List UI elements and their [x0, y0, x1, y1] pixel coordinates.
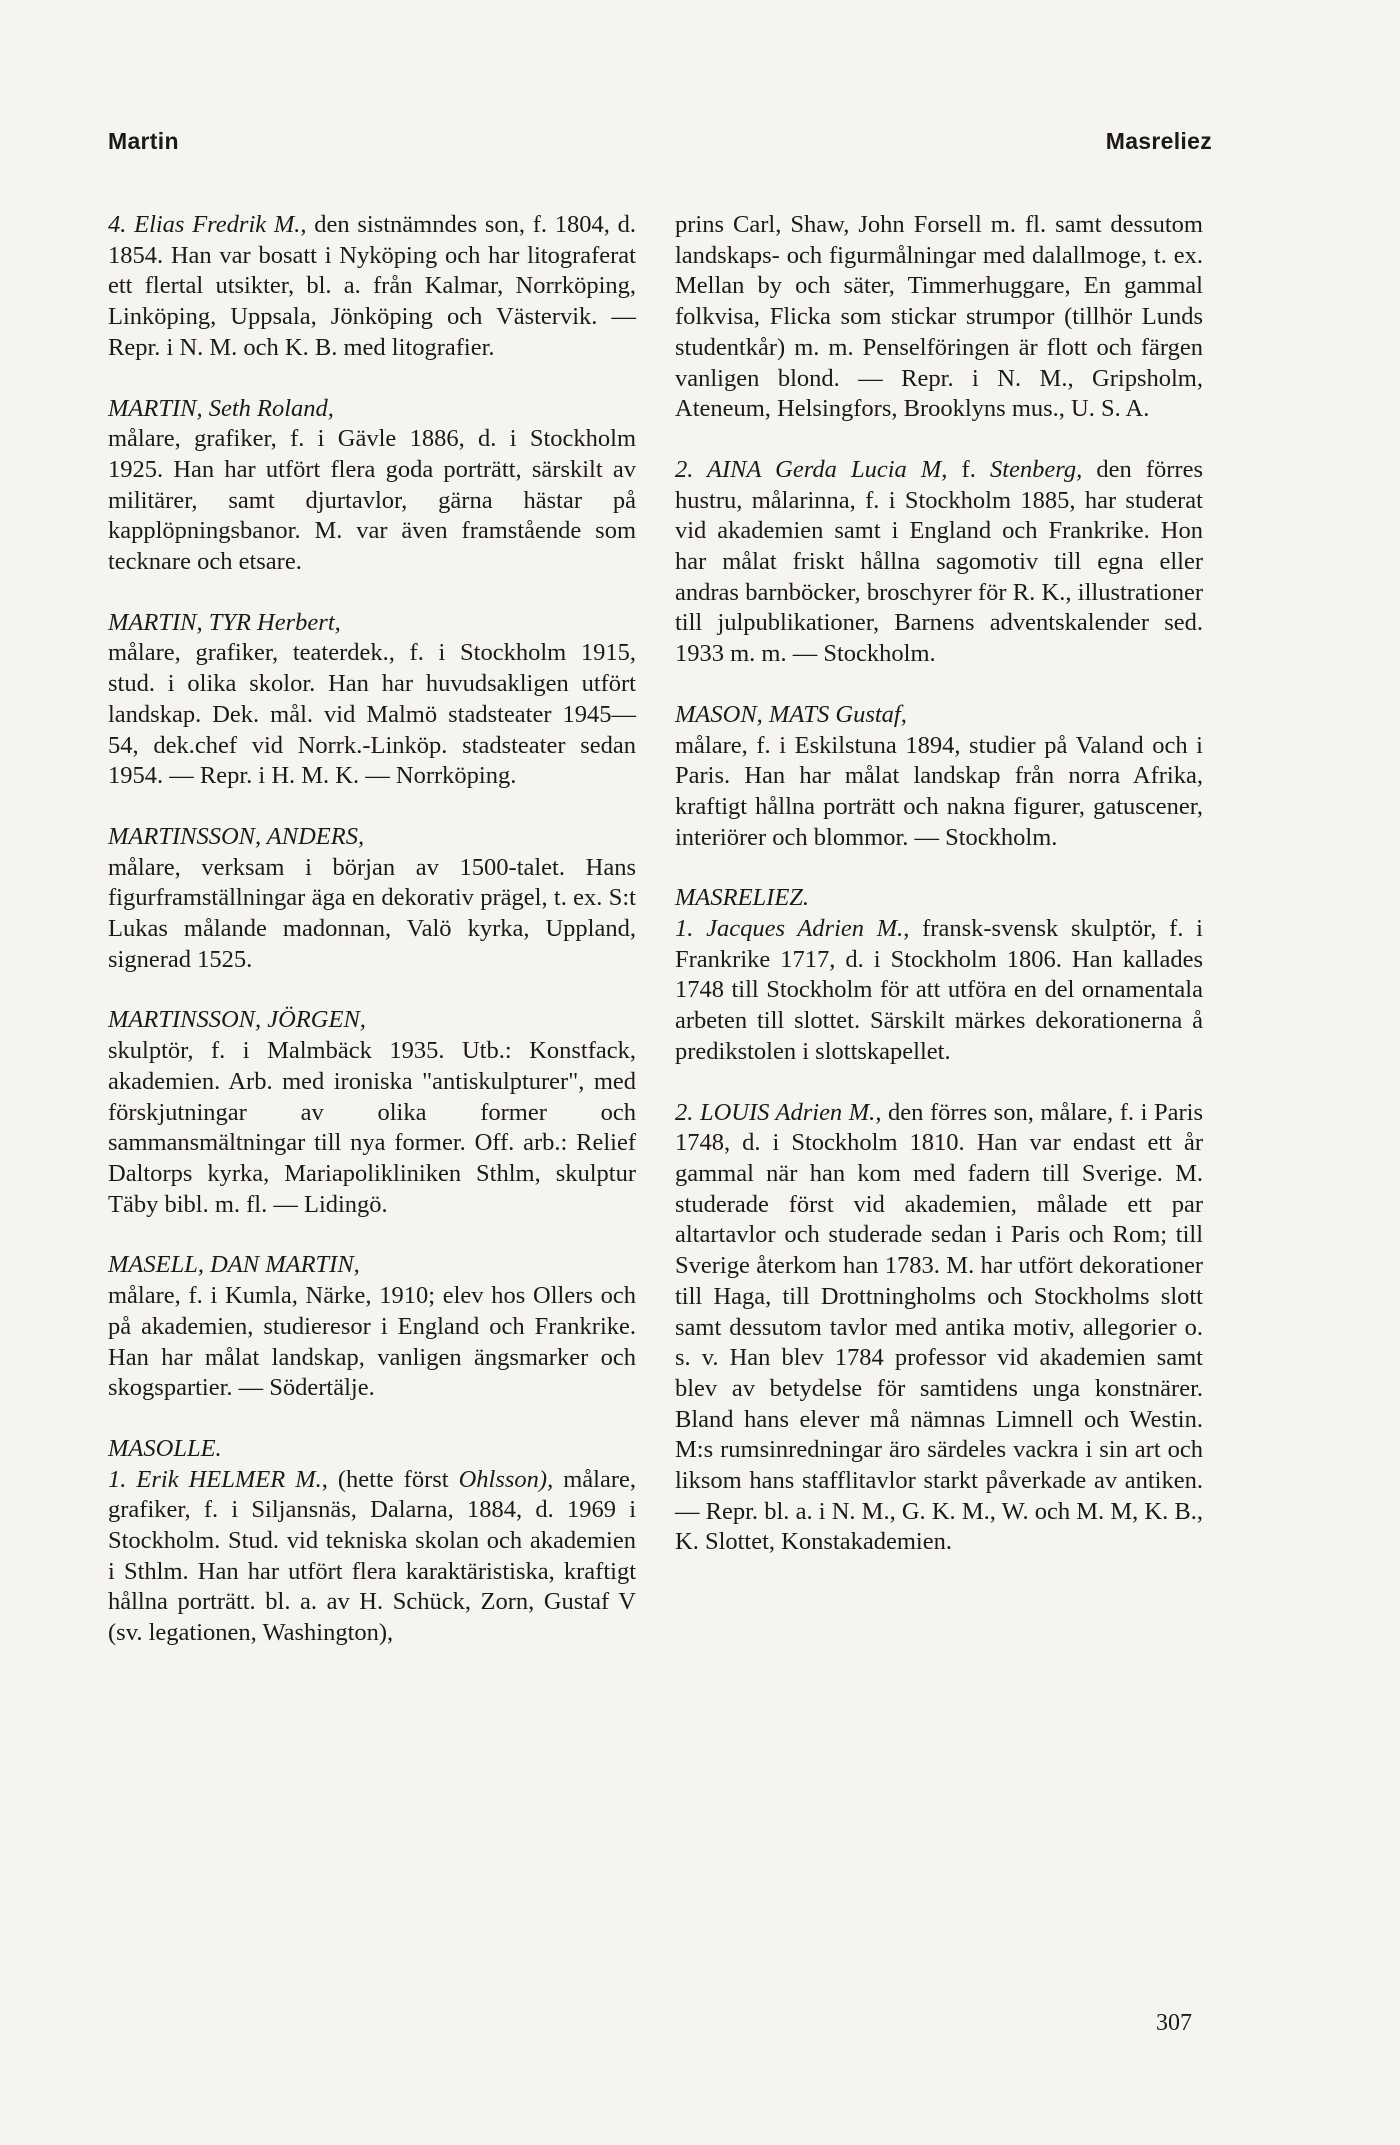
entry-text: den förres hustru, målarinna, f. i Stockholm 1885, har studerat vid akademien samt i England och Frankrike. Hon har målat friskt hållna sagomotiv till egna eller andras barnböcker, broschyrer för R. K., illustrationer till julpublikationer, Barnens adventskalender sed. 1933 m. m. — Stockholm.: [675, 455, 1203, 668]
entry-text: , den förres son, målare, f. i Paris 1748, d. i Stockholm 1810. Han var endast ett år gammal när han kom med fadern till Sverige. M. studerade först vid akademien, målade ett par altartavlor och studerade sedan i Paris och Rom; till Sverige återkom han 1783. M. har utfört dekorationer till Haga, till Drottningholms och Stockholms slott samt dessutom tavlor med antika motiv, allegorier o. s. v. Han blev 1784 professor vid akademien samt blev av betydelse för samtidens unga konstnärer. Bland hans elever må nämnas Limnell och Westin. M:s rumsinredningar äro särdeles vackra i sin art och liksom hans stafflitavlor starkt påverkade av antiken. — Repr. bl. a. i N. M., G. K. M., W. och M. M, K. B., K. Slottet, Konstakademien.: [675, 1098, 1204, 1556]
entry-text: målare, f. i Eskilstuna 1894, studier på Valand och i Paris. Han har målat landskap från norra Afrika, kraftigt hållna porträtt och nakna figurer, gatuscener, interiörer och blommor. — Stockholm.: [675, 731, 1203, 851]
entry-text: , den sistnämndes son, f. 1804, d. 1854. Han var bosatt i Nyköping och har litograferat ett flertal utsikter, bl. a. från Kalmar, Norrköping, Linköping, Uppsala, Jönköping och Västervik. — Repr. i N. M. och K. B. med litografier.: [108, 211, 637, 361]
entry-alias: Ohlsson),: [458, 1465, 554, 1493]
entry-maiden-name: Stenberg,: [989, 455, 1083, 483]
entry-name: 1. Erik HELMER M.: [108, 1465, 322, 1493]
entry-text: målare, verksam i början av 1500-talet. Hans figurframställningar äga en dekorativ prägel, t. ex. S:t Lukas målande madonnan, Valö kyrka, Uppland, signerad 1525.: [108, 853, 636, 973]
entry-name: MARTIN, Seth Roland,: [108, 394, 334, 422]
entry-aina-gerda: [675, 455, 1203, 670]
entry-text: skulptör, f. i Malmbäck 1935. Utb.: Konstfack, akademien. Arb. med ironiska "antiskulpturer", med förskjutningar av olika former och sammansmältningar till nya former. Off. arb.: Relief Daltorps kyrka, Mariapolikliniken Sthlm, skulptur Täby bibl. m. fl. — Lidingö.: [108, 1037, 636, 1218]
entry-text: målare, grafiker, f. i Gävle 1886, d. i Stockholm 1925. Han har utfört flera goda porträtt, särskilt av militärer, samt djurtavlor, gärna hästar på kapplöpningsbanor. M. var även framstående som tecknare och etsare.: [108, 425, 636, 576]
entry-continuation: [675, 210, 1203, 425]
entry-masreliez-louis: [675, 1098, 1203, 1559]
entry-text: f.: [947, 455, 990, 483]
family-heading: MASRELIEZ.: [675, 884, 810, 912]
entry-martin-seth: [108, 394, 636, 578]
entry-masell-dan: [108, 1250, 636, 1404]
page-number: 307: [1156, 2010, 1192, 2036]
entry-name: 4. Elias Fredrik M.: [108, 211, 301, 238]
entry-name: MARTINSSON, JÖRGEN,: [108, 1006, 366, 1034]
entry-name: MASON, MATS Gustaf,: [675, 700, 907, 728]
entry-elias-fredrik: [108, 210, 636, 364]
entry-text: , fransk-svensk skulptör, f. i Frankrike 1717, d. i Stockholm 1806. Han kallades 1748 till Stockholm för att utföra en del ornamentala arbeten till slottet. Särskilt märkes dekorationerna å predikstolen i slottskapellet.: [675, 915, 1203, 1065]
entry-martin-tyr: [108, 608, 636, 792]
entry-martinsson-anders: [108, 822, 636, 976]
running-header-left: Martin: [108, 128, 179, 154]
family-heading: MASOLLE.: [108, 1434, 222, 1462]
left-column: [108, 210, 636, 1679]
entry-masreliez-jacques: [675, 883, 1203, 1067]
entry-text: prins Carl, Shaw, John Forsell m. fl. samt dessutom landskaps- och figurmålningar med dalallmoge, t. ex. Mellan by och säter, Timmerhuggare, En gammal folkvisa, Flicka som stickar strumpor (tillhör Lunds studentkår) m. m. Penselföringen är flott och färgen vanligen blond. — Repr. i N. M., Gripsholm, Ateneum, Helsingfors, Brooklyns mus., U. S. A.: [675, 211, 1203, 423]
entry-text: målare, grafiker, teaterdek., f. i Stockholm 1915, stud. i olika skolor. Han har huvudsakligen utfört landskap. Dek. mål. vid Malmö stadsteater 1945—54, dek.chef vid Norrk.-Linköp. stadsteater sedan 1954. — Repr. i H. M. K. — Norrköping.: [108, 639, 636, 790]
entry-masolle: [108, 1434, 636, 1649]
entry-text: , (hette först: [321, 1465, 459, 1493]
entry-mason-mats: [675, 700, 1203, 854]
right-column: [675, 210, 1203, 1588]
entry-text: målare, f. i Kumla, Närke, 1910; elev hos Ollers och på akademien, studieresor i England och Frankrike. Han har målat landskap, vanligen ängsmarker och skogspartier. — Södertälje.: [108, 1282, 636, 1402]
entry-martinsson-jorgen: [108, 1005, 636, 1220]
running-header-right: Masreliez: [1105, 128, 1212, 154]
entry-name: 2. AINA Gerda Lucia M,: [675, 455, 948, 483]
entry-text: målare, grafiker, f. i Siljansnäs, Dalarna, 1884, d. 1969 i Stockholm. Stud. vid tekniska skolan och akademien i Sthlm. Han har utfört flera karaktäristiska, kraftigt hållna porträtt. bl. a. av H. Schück, Zorn, Gustaf V (sv. legationen, Washington),: [108, 1465, 636, 1647]
entry-name: MARTINSSON, ANDERS,: [108, 822, 365, 850]
entry-name: MARTIN, TYR Herbert,: [108, 608, 341, 636]
entry-name: MASELL, DAN MARTIN,: [108, 1251, 360, 1279]
entry-name: 1. Jacques Adrien M.: [675, 915, 904, 943]
entry-name: 2. LOUIS Adrien M.: [675, 1098, 876, 1126]
